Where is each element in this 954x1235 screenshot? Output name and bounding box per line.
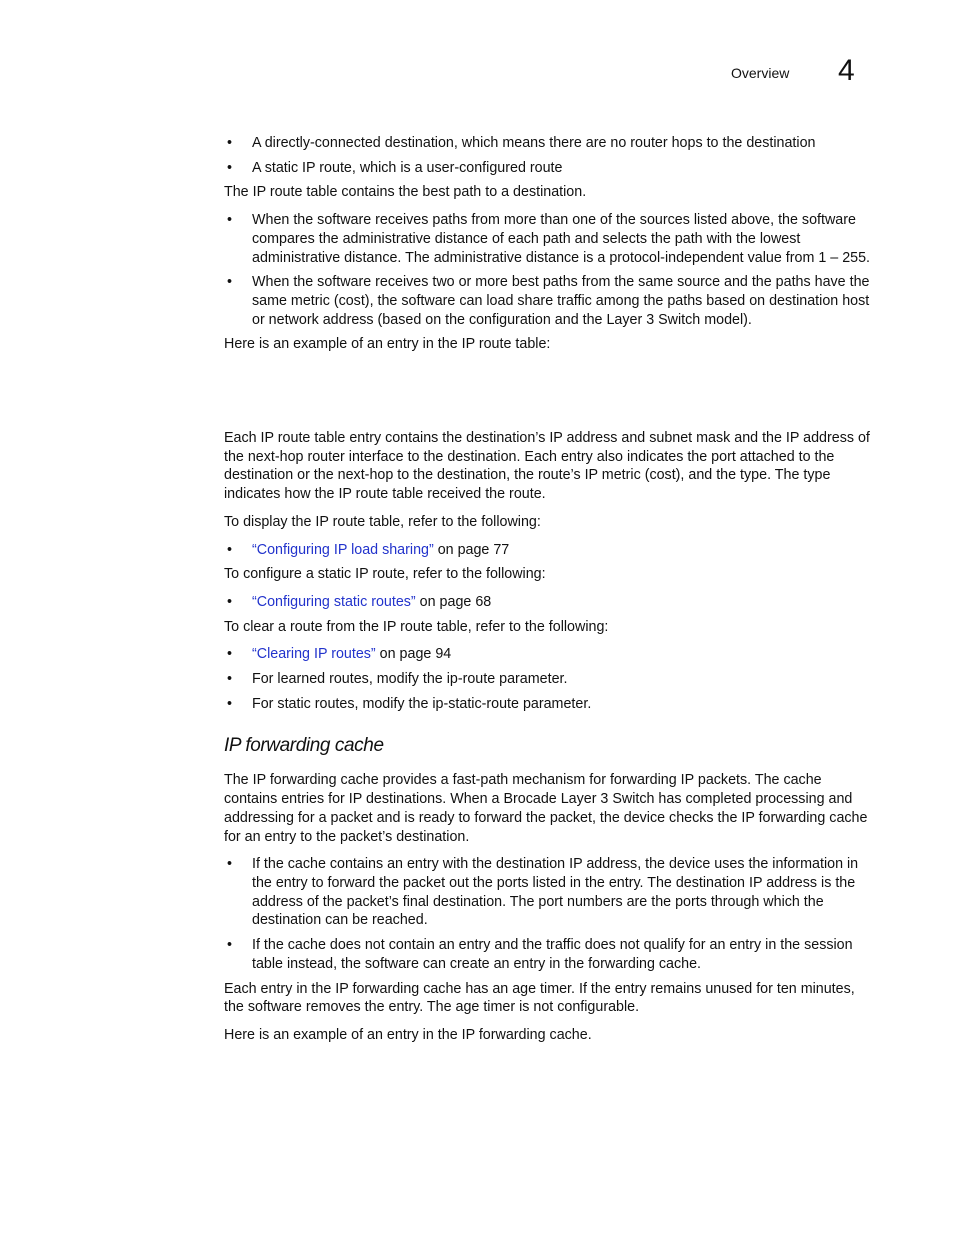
source-list bbox=[224, 134, 874, 177]
list-item: • If the cache does not contain an entry and the traffic does not qualify for an entry in the session table instead, the software can create an entry in the forwarding cache. bbox=[224, 936, 874, 973]
section-heading: IP forwarding cache bbox=[224, 735, 384, 757]
paragraph: The IP route table contains the best path to a destination. bbox=[224, 184, 587, 201]
list-item: • When the software receives paths from more than one of the sources listed above, the software compares the administrative distance of each path and selects the path with the lowest administrative distance. The administrative distance is a protocol-independent value from 1 – 255. bbox=[224, 211, 874, 267]
xref-list bbox=[224, 645, 874, 713]
paragraph: The IP forwarding cache provides a fast-path mechanism for forwarding IP packets. The cache contains entries for IP destinations. When a Brocade Layer 3 Switch has completed processing and addressing for a packet and is ready to forward the packet, the device checks the IP forwarding cache for an entry to the packet’s destination. bbox=[224, 772, 868, 845]
xref-link-static-routes[interactable]: “Configuring static routes” bbox=[252, 593, 416, 610]
list-item: • For static routes, modify the ip-static-route parameter. bbox=[224, 695, 874, 714]
xref-link-load-sharing[interactable]: “Configuring IP load sharing” bbox=[252, 541, 434, 558]
list-item bbox=[224, 593, 874, 612]
list-item: • When the software receives two or more best paths from the same source and the paths have the same metric (cost), the software can load share traffic among the paths based on destination host or network address (based on the configuration and the Layer 3 Switch model). bbox=[224, 273, 874, 329]
xref-list bbox=[224, 593, 874, 612]
paragraph: Each IP route table entry contains the destination’s IP address and subnet mask and the IP address of the next-hop router interface to the destination. Each entry also indicates the port attached to the destination or the next-hop to the destination, the route’s IP metric (cost), and the type. The type indicates how the IP route table received the route. bbox=[224, 430, 870, 503]
example-placeholder bbox=[224, 363, 874, 429]
page-ref: on page 77 bbox=[433, 541, 510, 558]
paragraph: Here is an example of an entry in the IP forwarding cache. bbox=[224, 1026, 592, 1043]
page-body bbox=[224, 134, 874, 1054]
xref-link-clearing-routes[interactable]: “Clearing IP routes” bbox=[252, 646, 376, 663]
cache-list bbox=[224, 855, 874, 973]
paragraph: Each entry in the IP forwarding cache has an age timer. If the entry remains unused for ten minutes, the software removes the entry. The age timer is not configurable. bbox=[224, 980, 855, 1016]
paragraph: To configure a static IP route, refer to the following: bbox=[224, 566, 546, 583]
running-header-section: Overview bbox=[731, 65, 790, 81]
list-item: • A directly-connected destination, which means there are no router hops to the destination bbox=[224, 134, 874, 153]
paragraph: To clear a route from the IP route table, refer to the following: bbox=[224, 618, 609, 635]
page-ref: on page 68 bbox=[415, 593, 492, 610]
paragraph: To display the IP route table, refer to the following: bbox=[224, 513, 541, 530]
list-item: • If the cache contains an entry with the destination IP address, the device uses the information in the entry to forward the packet out the ports listed in the entry. The destination IP address is the address of the packet’s final destination. The port numbers are the ports through which the destination can be reached. bbox=[224, 855, 874, 930]
chapter-number: 4 bbox=[838, 54, 855, 87]
list-item: • A static IP route, which is a user-configured route bbox=[224, 159, 874, 178]
page-ref: on page 94 bbox=[375, 646, 452, 663]
list-item bbox=[224, 645, 874, 664]
list-item: • For learned routes, modify the ip-route parameter. bbox=[224, 670, 874, 689]
list-item bbox=[224, 541, 874, 560]
paragraph: Here is an example of an entry in the IP route table: bbox=[224, 336, 551, 353]
route-selection-list bbox=[224, 211, 874, 329]
xref-list bbox=[224, 541, 874, 560]
